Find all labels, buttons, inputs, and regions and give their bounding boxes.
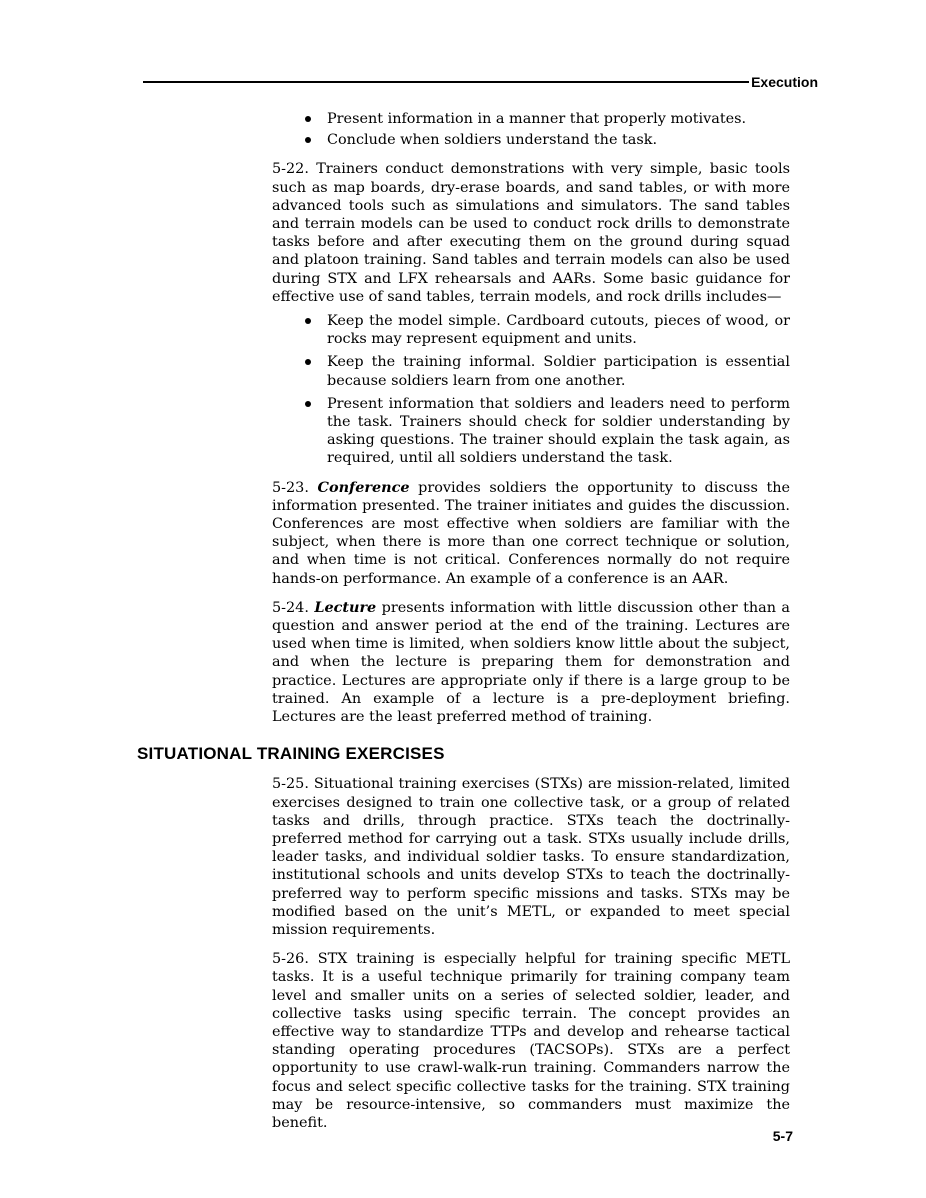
header-label: Execution <box>751 74 818 90</box>
paragraph-number: 5-26. <box>272 951 309 968</box>
paragraph-number: 5-25. <box>272 776 309 793</box>
paragraph-text: STX training is especially helpful for training specific METL tasks. It is a useful technique primarily for training company team level and smaller units on a series of selected soldier, leader, and collective tasks using specific terrain. The concept provides an effective way to standardize TTPs and develop and rehearse tactical standing operating procedures (TACSOPs). STXs are a perfect opportunity to use crawl-walk-run training. Commanders narrow the focus and select specific collective tasks for the training. STX training may be resource-intensive, so commanders must maximize the benefit. <box>272 951 790 1131</box>
bullet-icon <box>305 137 311 143</box>
guidance-bullet-list <box>272 312 790 468</box>
bullet-icon <box>305 359 311 365</box>
paragraph-5-24 <box>272 599 790 726</box>
list-item <box>272 312 790 348</box>
text-column <box>137 100 790 1132</box>
paragraph-number: 5-24. <box>272 599 309 616</box>
bullet-text: Keep the training informal. Soldier participation is essential because soldiers learn from one another. <box>327 354 790 389</box>
page-number: 5-7 <box>772 1128 793 1144</box>
bullet-icon <box>305 401 311 407</box>
paragraph-text: provides soldiers the opportunity to discuss the information presented. The trainer initiates and guides the discussion. Conferences are most effective when soldiers are familiar with the subject, when there is more than one correct technique or solution, and when time is not critical. Conferences normally do not require hands-on performance. An example of a conference is an AAR. <box>272 479 791 587</box>
running-header <box>143 74 818 90</box>
paragraph-5-22 <box>272 160 790 306</box>
lead-term: Lecture <box>314 598 377 616</box>
section-heading: SITUATIONAL TRAINING EXERCISES <box>137 744 445 764</box>
list-item <box>272 353 790 389</box>
bullet-text: Keep the model simple. Cardboard cutouts, pieces of wood, or rocks may represent equipment and units. <box>327 313 790 348</box>
lead-term: Conference <box>317 478 410 496</box>
paragraph-text: presents information with little discussion other than a question and answer period at the end of the training. Lectures are used when time is limited, when soldiers know little about the subject, and when the lecture is preparing them for demonstration and practice. Lectures are appropriate only if there is a large group to be trained. An example of a lecture is a pre-deployment briefing. Lectures are the least preferred method of training. <box>272 599 791 726</box>
paragraph-5-25 <box>272 775 790 939</box>
bullet-text: Present information that soldiers and leaders need to perform the task. Trainers should check for soldier understanding by asking questions. The trainer should explain the task again, as required, until all soldiers understand the task. <box>327 395 790 467</box>
header-rule <box>143 81 749 83</box>
paragraph-text: Situational training exercises (STXs) are mission-related, limited exercises designed to train one collective task, or a group of related tasks and drills, through practice. STXs teach the doctrinally-preferred method for carrying out a task. STXs usually include drills, leader tasks, and individual soldier tasks. To ensure standardization, institutional schools and units develop STXs to teach the doctrinally-preferred way to perform specific missions and tasks. STXs may be modified based on the unit’s METL, or expanded to meet special mission requirements. <box>272 776 790 938</box>
list-item <box>272 110 790 128</box>
paragraph-5-26 <box>272 950 790 1132</box>
bullet-icon <box>305 318 311 324</box>
bullet-text: Conclude when soldiers understand the task. <box>327 132 658 149</box>
paragraph-text: Trainers conduct demonstrations with very simple, basic tools such as map boards, dry-erase boards, and sand tables, or with more advanced tools such as simulations and simulators. The sand tables and terrain models can be used to conduct rock drills to demonstrate tasks before and after executing them on the ground during squad and platoon training. Sand tables and terrain models can also be used during STX and LFX rehearsals and AARs. Some basic guidance for effective use of sand tables, terrain models, and rock drills includes— <box>272 161 791 305</box>
paragraph-number: 5-22. <box>272 161 309 178</box>
intro-bullet-list <box>272 110 790 149</box>
list-item <box>272 395 790 468</box>
bullet-text: Present information in a manner that properly motivates. <box>327 111 747 127</box>
paragraph-5-23 <box>272 479 790 588</box>
bullet-icon <box>305 116 311 122</box>
list-item <box>272 131 790 149</box>
paragraph-number: 5-23. <box>272 479 309 496</box>
